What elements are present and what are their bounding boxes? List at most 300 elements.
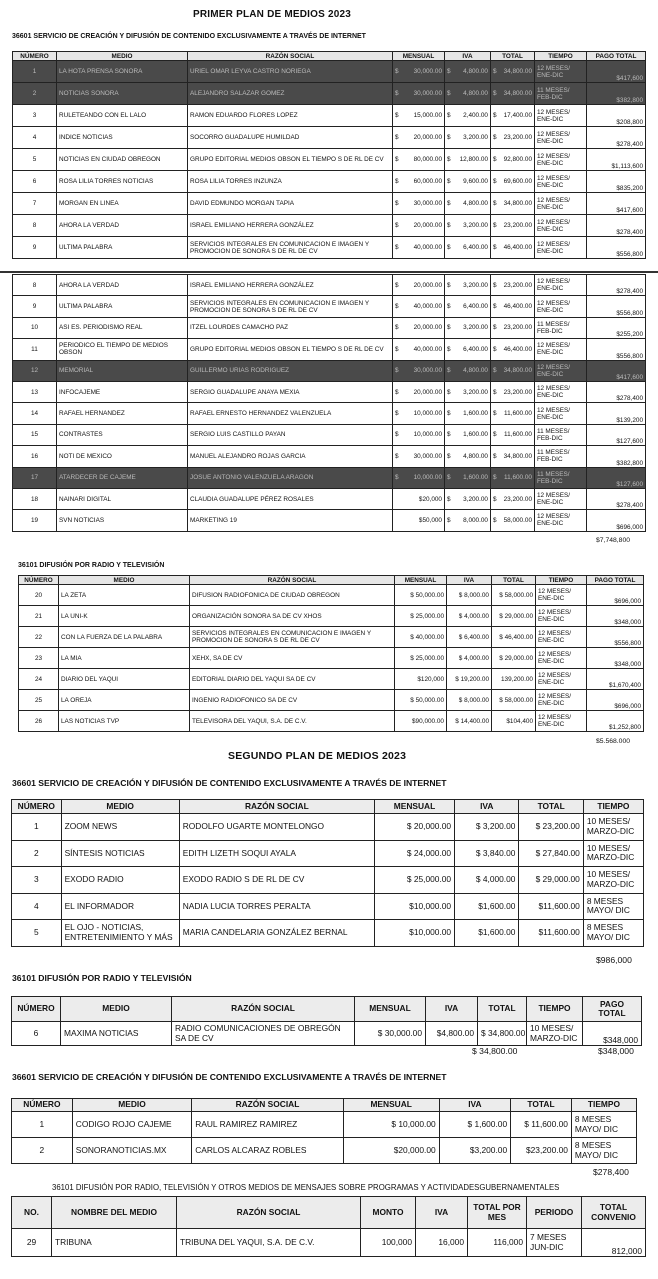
row-pago-total: $278,400 [587, 215, 646, 237]
row-number: 8 [13, 215, 57, 237]
row-pago-total: $139,200 [587, 403, 646, 424]
row-iva [445, 127, 491, 149]
row-mensual [393, 215, 445, 237]
row-total-value: 69,600.00 [503, 178, 532, 185]
row-mensual-value: 20,000.00 [413, 281, 442, 289]
row-total-value: 23,200.00 [503, 281, 532, 289]
row-tiempo: 10 MESES/ MARZO-DIC [583, 814, 643, 841]
row-tiempo: 12 MESES/ ENE-DIC [536, 648, 587, 669]
row-pago-total: $696,000 [587, 510, 646, 531]
row-total: $ 46,400.00 [492, 627, 536, 648]
col-medio: NOMBRE DEL MEDIO [52, 1197, 177, 1229]
row-mensual-value: 10,000.00 [413, 474, 442, 482]
table-row [12, 840, 644, 867]
col-periodo: PERIODO [527, 1197, 582, 1229]
row-total [491, 467, 535, 488]
row-number: 15 [13, 424, 57, 445]
row-razon-social: ALEJANDRO SALAZAR GOMEZ [188, 83, 393, 105]
header-row [12, 1099, 637, 1112]
row-iva [445, 381, 491, 402]
plan2-internet2-heading: 36601 SERVICIO DE CREACIÓN Y DIFUSIÓN DE CONTENIDO EXCLUSIVAMENTE A TRAVÉS DE INTERNET [12, 1072, 447, 1082]
row-iva-value: 1,600.00 [463, 431, 488, 439]
row-mensual [393, 237, 445, 259]
row-pago-total: $127,600 [587, 424, 646, 445]
row-mensual [393, 446, 445, 467]
row-tiempo: 12 MESES/ ENE-DIC [535, 171, 587, 193]
row-pago-total: $382,800 [587, 446, 646, 467]
currency-sign: $ [395, 68, 399, 75]
col-medio: MEDIO [57, 52, 188, 61]
row-iva [445, 61, 491, 83]
row-tiempo: 12 MESES/ ENE-DIC [535, 360, 587, 381]
row-pago-total: $127,600 [587, 467, 646, 488]
col-medio: MEDIO [72, 1099, 191, 1112]
plan2-internet2-grand-total: $278,400 [593, 1167, 629, 1177]
table-row [13, 127, 646, 149]
plan2-title: SEGUNDO PLAN DE MEDIOS 2023 [228, 750, 407, 762]
row-razon-social: ORGANIZACIÓN SONORA SA DE CV XHOS [190, 606, 395, 627]
row-mensual-value: 40,000.00 [413, 345, 442, 353]
currency-sign: $ [447, 324, 451, 332]
row-medio: NOTICIAS EN CIUDAD OBREGON [57, 149, 188, 171]
row-mensual: $120,000 [395, 669, 447, 690]
table-row [19, 606, 644, 627]
row-mensual [393, 193, 445, 215]
row-number: 19 [13, 510, 57, 531]
row-tiempo: 12 MESES/ ENE-DIC [535, 339, 587, 360]
currency-sign: $ [447, 345, 451, 353]
table-row [13, 446, 646, 467]
row-mensual [393, 149, 445, 171]
row-mensual [393, 317, 445, 338]
row-total [491, 360, 535, 381]
row-iva-value: 3,200.00 [463, 222, 488, 229]
row-number: 14 [13, 403, 57, 424]
row-iva-value: 2,400.00 [463, 112, 488, 119]
row-iva: $ 19,200.00 [447, 669, 492, 690]
row-iva: $ 6,400.00 [447, 627, 492, 648]
row-razon-social: RODOLFO UGARTE MONTELONGO [179, 814, 374, 841]
row-mensual [393, 127, 445, 149]
row-mensual [393, 424, 445, 445]
col-razon-social: RAZÓN SOCIAL [192, 1099, 343, 1112]
row-number: 6 [13, 171, 57, 193]
table-row [19, 669, 644, 690]
row-iva: $ 8,000.00 [447, 585, 492, 606]
col-total: TOTAL [492, 576, 536, 585]
row-razon-social: SERVICIOS INTEGRALES EN COMUNICACION E IMAGEN Y PROMOCION DE SONORA S DE RL DE CV [190, 627, 395, 648]
col-iva: IVA [439, 1099, 510, 1112]
row-total [491, 105, 535, 127]
currency-sign: $ [493, 495, 497, 503]
currency-sign: $ [395, 324, 399, 332]
row-mensual-value: 20,000.00 [413, 134, 442, 141]
row-iva-value: 3,200.00 [463, 134, 488, 141]
row-razon-social: SOCORRO GUADALUPE HUMILDAD [188, 127, 393, 149]
row-mensual: $ 25,000.00 [395, 648, 447, 669]
col-iva: IVA [426, 997, 478, 1022]
currency-sign: $ [447, 156, 451, 163]
row-razon-social: SERGIO LUIS CASTILLO PAYAN [188, 424, 393, 445]
row-total: $ 34,800.00 [478, 1022, 527, 1046]
row-razon-social: EDITH LIZETH SOQUI AYALA [179, 840, 374, 867]
row-mensual [393, 296, 445, 317]
row-mensual-value: 15,000.00 [413, 112, 442, 119]
row-total-value: 46,400.00 [503, 345, 532, 353]
table-row [13, 275, 646, 296]
col-mensual: MENSUAL [343, 1099, 439, 1112]
row-iva [445, 424, 491, 445]
row-mensual: $ 20,000.00 [374, 814, 454, 841]
row-mensual: $10,000.00 [374, 920, 454, 947]
row-iva: $ 4,000.00 [447, 648, 492, 669]
row-number: 11 [13, 339, 57, 360]
row-razon-social: GRUPO EDITORIAL MEDIOS OBSON EL TIEMPO S DE RL DE CV [188, 339, 393, 360]
row-mensual: $90,000.00 [395, 711, 447, 732]
row-pago-total: $255,200 [587, 317, 646, 338]
row-iva [445, 360, 491, 381]
currency-sign: $ [493, 324, 497, 332]
row-razon-social: XEHX, SA DE CV [190, 648, 395, 669]
row-iva: $ 1,600.00 [439, 1112, 510, 1138]
row-mensual [393, 83, 445, 105]
row-number: 4 [13, 127, 57, 149]
row-total [491, 403, 535, 424]
row-total-value: 11,600.00 [504, 431, 532, 439]
currency-sign: $ [493, 90, 497, 97]
row-pago-total: $208,800 [587, 105, 646, 127]
row-total-value: 11,600.00 [504, 474, 532, 482]
row-medio: MAXIMA NOTICIAS [61, 1022, 172, 1046]
col-razon-social: RAZÓN SOCIAL [172, 997, 355, 1022]
row-mensual-value: 10,000.00 [413, 410, 442, 418]
row-razon-social: JOSUE ANTONIO VALENZUELA ARAGON [188, 467, 393, 488]
row-medio: LA UNI-K [59, 606, 190, 627]
row-tiempo: 11 MESES/ FEB-DIC [535, 317, 587, 338]
row-mensual: $10,000.00 [374, 893, 454, 920]
table-row [13, 149, 646, 171]
header-row [13, 52, 646, 61]
row-iva [445, 446, 491, 467]
row-total-value: 58,000.00 [503, 516, 532, 524]
row-total: $ 29,000.00 [492, 648, 536, 669]
row-total: $ 23,200.00 [519, 814, 583, 841]
row-pago-total: $348,000 [587, 606, 644, 627]
row-iva [445, 275, 491, 296]
row-mensual-value: 10,000.00 [413, 431, 442, 439]
plan2-internet1-table [11, 799, 644, 947]
col-pago-total: PAGO TOTAL [587, 52, 646, 61]
row-medio: EL OJO - NOTICIAS, ENTRETENIMIENTO Y MÁS [61, 920, 179, 947]
row-mensual-value: 20,000.00 [413, 388, 442, 396]
row-total-value: 17,400.00 [503, 112, 532, 119]
currency-sign: $ [493, 388, 497, 396]
col-total-convenio: TOTAL CONVENIO [582, 1197, 646, 1229]
row-tiempo: 12 MESES/ ENE-DIC [535, 105, 587, 127]
row-tiempo: 12 MESES/ ENE-DIC [535, 149, 587, 171]
plan1-title: PRIMER PLAN DE MEDIOS 2023 [193, 9, 352, 20]
row-total: $23,200.00 [511, 1138, 572, 1164]
row-pago-total: $278,400 [587, 488, 646, 509]
row-mensual: $ 24,000.00 [374, 840, 454, 867]
currency-sign: $ [447, 452, 451, 460]
row-number: 29 [12, 1229, 52, 1257]
row-total-value: 23,200.00 [503, 134, 532, 141]
row-iva-value: 8,000.00 [463, 516, 488, 524]
row-mensual [393, 467, 445, 488]
row-number: 3 [13, 105, 57, 127]
row-number: 9 [13, 237, 57, 259]
row-medio: MEMORIAL [57, 360, 188, 381]
col-tiempo: TIEMPO [527, 997, 583, 1022]
currency-sign: $ [447, 303, 451, 311]
row-tiempo: 8 MESES MAYO/ DIC [583, 893, 643, 920]
row-total-value: 23,200.00 [503, 324, 532, 332]
currency-sign: $ [493, 156, 497, 163]
row-total: $ 29,000.00 [492, 606, 536, 627]
row-tiempo: 12 MESES/ ENE-DIC [536, 627, 587, 648]
row-number: 13 [13, 381, 57, 402]
row-total-value: 34,800.00 [503, 68, 532, 75]
row-medio: SÍNTESIS NOTICIAS [61, 840, 179, 867]
table-row [12, 1138, 637, 1164]
row-pago-total: $278,400 [587, 381, 646, 402]
row-tiempo: 8 MESES MAYO/ DIC [571, 1112, 636, 1138]
row-total [491, 193, 535, 215]
col-iva: IVA [416, 1197, 468, 1229]
row-number: 22 [19, 627, 59, 648]
row-pago-total: $348,000 [583, 1022, 642, 1046]
row-pago-total: $1,113,600 [587, 149, 646, 171]
col-medio: MEDIO [61, 997, 172, 1022]
row-mensual: $ 30,000.00 [355, 1022, 426, 1046]
row-pago-total: $835,200 [587, 171, 646, 193]
row-iva-value: 9,600.00 [463, 178, 488, 185]
currency-sign: $ [493, 178, 497, 185]
row-tiempo: 11 MESES/ FEB-DIC [535, 424, 587, 445]
row-iva: $4,800.00 [426, 1022, 478, 1046]
row-tiempo: 11 MESES/ FEB-DIC [535, 83, 587, 105]
row-iva: $1,600.00 [455, 920, 519, 947]
row-razon-social: NADIA LUCIA TORRES PERALTA [179, 893, 374, 920]
row-tiempo: 11 MESES/ FEB-DIC [535, 467, 587, 488]
col-iva: IVA [447, 576, 492, 585]
row-iva [445, 296, 491, 317]
row-razon-social: URIEL OMAR LEYVA CASTRO NORIEGA [188, 61, 393, 83]
row-pago-total: $556,800 [587, 237, 646, 259]
row-razon-social: RAUL RAMIREZ RAMIREZ [192, 1112, 343, 1138]
row-total [491, 296, 535, 317]
table-row [12, 1112, 637, 1138]
row-iva [445, 83, 491, 105]
row-razon-social: DAVID EDMUNDO MORGAN TAPIA [188, 193, 393, 215]
row-total-value: 46,400.00 [503, 303, 532, 311]
table-row [13, 193, 646, 215]
currency-sign: $ [493, 112, 497, 119]
currency-sign: $ [493, 474, 497, 482]
row-medio: LA ZETA [59, 585, 190, 606]
row-number: 5 [13, 149, 57, 171]
plan2-internet1-grand-total: $986,000 [596, 955, 632, 965]
row-iva: $ 4,000.00 [455, 867, 519, 894]
header-row [19, 576, 644, 585]
currency-sign: $ [493, 303, 497, 311]
row-iva [445, 237, 491, 259]
row-total-value: 23,200.00 [503, 495, 532, 503]
row-iva [445, 403, 491, 424]
row-number: 3 [12, 867, 62, 894]
row-razon-social: MARKETING 19 [188, 510, 393, 531]
row-pago-total: $1,252,800 [587, 711, 644, 732]
row-mensual-value: 30,000.00 [413, 90, 442, 97]
row-razon-social: CLAUDIA GUADALUPE PÉREZ ROSALES [188, 488, 393, 509]
currency-sign: $ [395, 452, 399, 460]
row-medio: SONORANOTICIAS.MX [72, 1138, 191, 1164]
row-number: 18 [13, 488, 57, 509]
row-iva-value: 6,400.00 [463, 244, 488, 251]
row-total: $104,400 [492, 711, 536, 732]
row-iva [445, 171, 491, 193]
row-razon-social: SERVICIOS INTEGRALES EN COMUNICACION E IMAGEN Y PROMOCION DE SONORA S DE RL DE CV [188, 296, 393, 317]
plan1-internet-grand-total: $7,748,800 [596, 537, 631, 544]
row-total: 116,000 [468, 1229, 527, 1257]
table-row [13, 381, 646, 402]
table-row [19, 627, 644, 648]
row-razon-social: ITZEL LOURDES CAMACHO PAZ [188, 317, 393, 338]
table-row [13, 83, 646, 105]
table-row [19, 648, 644, 669]
table-row [13, 61, 646, 83]
row-mensual: $20,000.00 [343, 1138, 439, 1164]
table-row [13, 171, 646, 193]
row-razon-social: GRUPO EDITORIAL MEDIOS OBSON EL TIEMPO S DE RL DE CV [188, 149, 393, 171]
col-monto: MONTO [361, 1197, 416, 1229]
table-row [13, 360, 646, 381]
row-tiempo: 8 MESES MAYO/ DIC [571, 1138, 636, 1164]
row-total [491, 510, 535, 531]
row-tiempo: 12 MESES/ ENE-DIC [536, 711, 587, 732]
row-number: 8 [13, 275, 57, 296]
row-iva-value: 12,800.00 [459, 156, 488, 163]
row-mensual-value: 60,000.00 [413, 178, 442, 185]
currency-sign: $ [447, 222, 451, 229]
row-total [491, 61, 535, 83]
row-medio: ATARDECER DE CAJEME [57, 467, 188, 488]
plan1-internet-table-b [12, 274, 646, 532]
row-total: $ 29,000.00 [519, 867, 583, 894]
row-iva-value: 4,800.00 [463, 68, 488, 75]
row-mensual [393, 339, 445, 360]
row-mensual: $ 10,000.00 [343, 1112, 439, 1138]
row-iva-value: 3,200.00 [463, 324, 488, 332]
row-pago-total: $556,800 [587, 296, 646, 317]
table-row [13, 424, 646, 445]
table-row [12, 867, 644, 894]
currency-sign: $ [493, 431, 497, 439]
col-total: TOTAL [491, 52, 535, 61]
currency-sign: $ [493, 281, 497, 289]
row-number: 24 [19, 669, 59, 690]
row-razon-social: EDITORIAL DIARIO DEL YAQUI SA DE CV [190, 669, 395, 690]
row-razon-social: GUILLERMO URIAS RODRIGUEZ [188, 360, 393, 381]
row-total-value: 11,600.00 [504, 410, 532, 418]
row-iva [445, 149, 491, 171]
row-iva-value: 3,200.00 [463, 281, 488, 289]
row-mensual [393, 381, 445, 402]
currency-sign: $ [447, 68, 451, 75]
row-total [491, 275, 535, 296]
currency-sign: $ [395, 178, 399, 185]
row-iva: $ 3,840.00 [455, 840, 519, 867]
row-medio: NOTICIAS SONORA [57, 83, 188, 105]
row-number: 2 [12, 840, 62, 867]
row-number: 4 [12, 893, 62, 920]
col-mensual: MENSUAL [393, 52, 445, 61]
row-iva: 16,000 [416, 1229, 468, 1257]
row-pago-total: $278,400 [587, 127, 646, 149]
row-pago-total: $1,670,400 [587, 669, 644, 690]
row-total: $ 58,000.00 [492, 585, 536, 606]
currency-sign: $ [447, 244, 451, 251]
row-mensual: $ 25,000.00 [395, 606, 447, 627]
table-row [12, 920, 644, 947]
col-pago-total: PAGO TOTAL [587, 576, 644, 585]
table-row [12, 1022, 642, 1046]
row-mensual [393, 105, 445, 127]
currency-sign: $ [447, 178, 451, 185]
currency-sign: $ [493, 200, 497, 207]
plan2-radio-heading: 36101 DIFUSIÓN POR RADIO Y TELEVISIÓN [12, 973, 192, 983]
row-number: 16 [13, 446, 57, 467]
row-pago-total: $696,000 [587, 690, 644, 711]
row-razon-social: ROSA LILIA TORRES INZUNZA [188, 171, 393, 193]
row-medio: AHORA LA VERDAD [57, 275, 188, 296]
table-row [13, 317, 646, 338]
table-row [12, 1229, 646, 1257]
col-iva: IVA [445, 52, 491, 61]
row-number: 5 [12, 920, 62, 947]
row-razon-social: RADIO COMUNICACIONES DE OBREGÓN SA DE CV [172, 1022, 355, 1046]
row-tiempo: 12 MESES/ ENE-DIC [536, 690, 587, 711]
row-iva [445, 510, 491, 531]
row-medio: RAFAEL HERNANDEZ [57, 403, 188, 424]
plan1-radio-grand-total: $5,568,000 [596, 738, 631, 743]
row-tiempo: 10 MESES/ MARZO-DIC [583, 840, 643, 867]
currency-sign: $ [395, 244, 399, 251]
row-razon-social: RAMON EDUARDO FLORES LOPEZ [188, 105, 393, 127]
row-iva [445, 193, 491, 215]
row-total [491, 381, 535, 402]
row-number: 7 [13, 193, 57, 215]
row-tiempo: 10 MESES/ MARZO-DIC [527, 1022, 583, 1046]
row-total-value: 23,200.00 [503, 222, 532, 229]
currency-sign: $ [395, 474, 399, 482]
row-tiempo: 7 MESES JUN-DIC [527, 1229, 582, 1257]
row-iva-value: 3,200.00 [463, 495, 488, 503]
row-tiempo: 12 MESES/ ENE-DIC [535, 510, 587, 531]
col-tiempo: TIEMPO [571, 1099, 636, 1112]
row-mensual-value: 30,000.00 [413, 452, 442, 460]
row-mensual [393, 275, 445, 296]
col-tiempo: TIEMPO [583, 800, 643, 814]
currency-sign: $ [493, 244, 497, 251]
plan2-radio-grand-total: $348,000 [598, 1046, 634, 1056]
row-total-value: 46,400.00 [503, 244, 532, 251]
row-total [491, 339, 535, 360]
row-number: 2 [13, 83, 57, 105]
row-total-value: 92,800.00 [503, 156, 532, 163]
row-medio: ASI ES. PERIODISMO REAL [57, 317, 188, 338]
